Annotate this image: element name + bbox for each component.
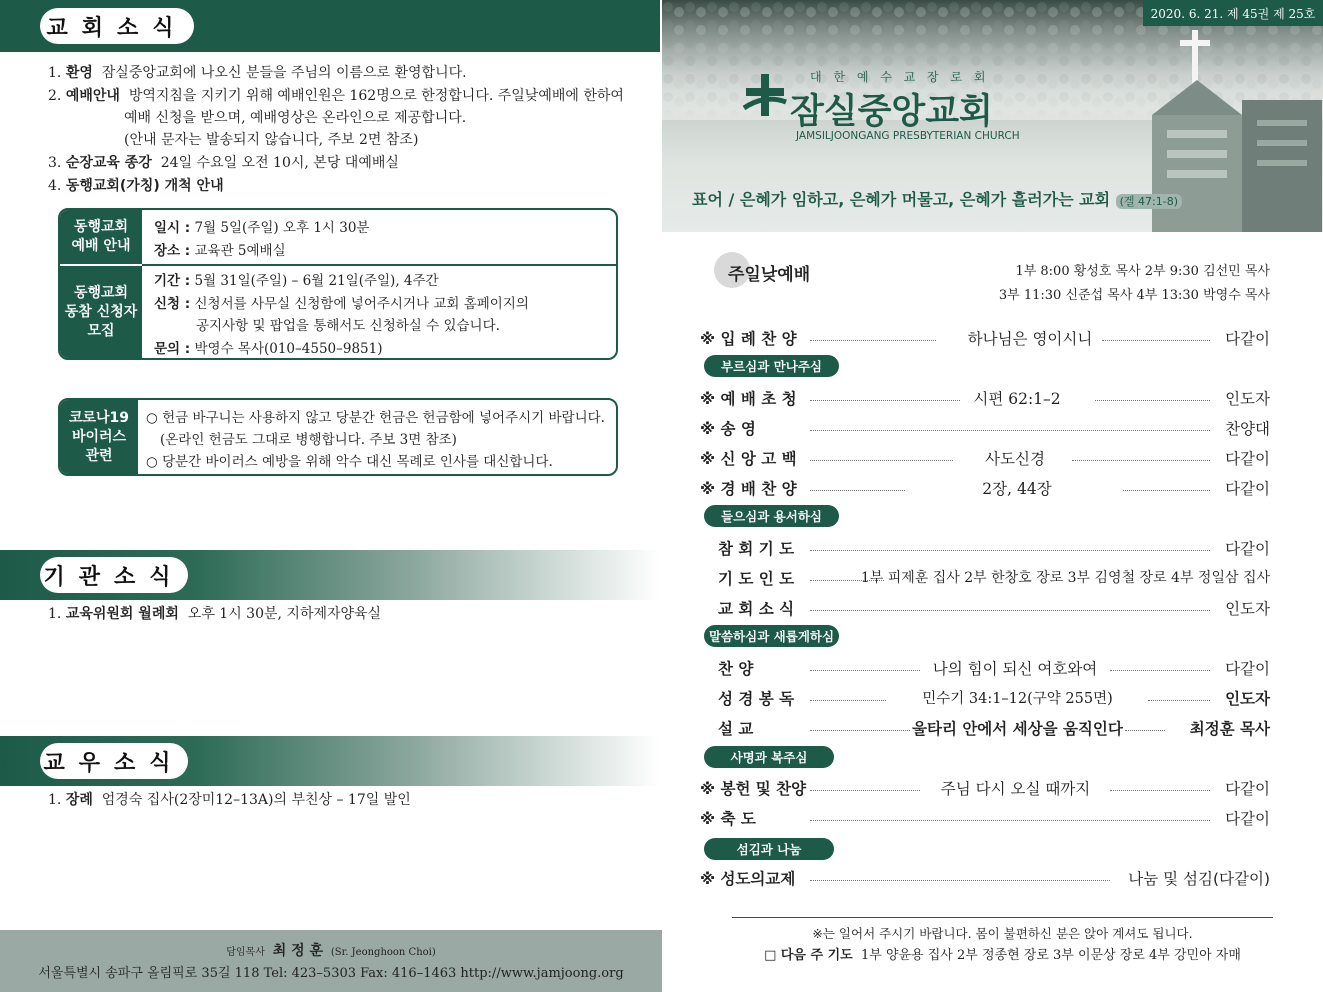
denomination: 대 한 예 수 교 장 로 회 xyxy=(810,70,990,84)
notice-4: 4. 동행교회(가칭) 개척 안내 xyxy=(48,178,224,194)
box-divider xyxy=(142,264,618,266)
place-line: 장소 : 교육관 5예배실 xyxy=(154,243,286,259)
church-news-title: 교회소식 xyxy=(40,8,194,44)
notice-2-cont2: (안내 문자는 발송되지 않습니다, 주보 2면 참조) xyxy=(124,132,419,148)
standing-note: ※는 일어서 주시기 바랍니다. 몸이 불편하신 분은 앉아 계셔도 됩니다. xyxy=(812,926,1193,941)
date-line: 일시 : 7월 5일(주일) 오후 1시 30분 xyxy=(154,220,370,236)
dongheng-church-box xyxy=(58,208,618,360)
org-news-title: 기관소식 xyxy=(40,557,188,593)
section-tag-2: 들으심과 용서하심 xyxy=(704,505,839,527)
section-tag-4: 사명과 복주심 xyxy=(704,746,834,768)
order-row-call: ※ 예 배 초 청 시편 62:1–2 인도자 xyxy=(700,390,1270,408)
order-row-doxology: ※ 송 영 찬양대 xyxy=(700,420,1270,438)
notice-3: 3. 순장교육 종강 24일 수요일 오전 10시, 본당 대예배실 xyxy=(48,155,399,171)
issue-tag: 2020. 6. 21. 제 45권 제 25호 xyxy=(1143,0,1323,26)
notes-divider xyxy=(732,917,1273,918)
section-tag-5: 섬김과 나눔 xyxy=(704,838,834,860)
church-name: 잠실중앙교회 xyxy=(790,92,993,132)
notice-1: 1. 환영 잠실중앙교회에 나오신 분들을 주님의 이름으로 환영합니다. xyxy=(48,65,467,81)
corona-box xyxy=(58,398,618,476)
pastor-line: 담임목사 최 정 훈 (Sr. Jeonghoon Choi) xyxy=(226,943,436,959)
corona-line-1: ○ 헌금 바구니는 사용하지 않고 당분간 헌금은 헌금함에 넣어주시기 바랍니다. xyxy=(146,410,605,426)
church-logo-icon xyxy=(742,72,788,118)
header-hero xyxy=(662,0,1323,232)
corona-line-3: ○ 당분간 바이러스 예방을 위해 악수 대신 목례로 인사를 대신합니다. xyxy=(146,454,553,470)
order-row-creed: ※ 신 앙 고 백 사도신경 다같이 xyxy=(700,450,1270,468)
org-notice-1: 1. 교육위원회 월례회 오후 1시 30분, 지하제자양육실 xyxy=(48,606,382,622)
order-row-sermon: 설 교 울타리 안에서 세상을 움직인다 최정훈 목사 xyxy=(718,720,1270,738)
apply-line-2: 공지사항 및 팝업을 통해서도 신청하실 수 있습니다. xyxy=(196,318,500,334)
order-row-reading: 성 경 봉 독 민수기 34:1–12(구약 255면) 인도자 xyxy=(718,690,1270,708)
order-row-news: 교 회 소 식 인도자 xyxy=(718,600,1270,618)
notice-2: 2. 예배안내 방역지침을 지키기 위해 예배인원은 162명으로 한정합니다. 주일낮예배에 한하여 xyxy=(48,88,624,104)
apply-info-label: 동행교회 동참 신청자 모집 xyxy=(60,266,142,358)
worship-info-label: 동행교회 예배 안내 xyxy=(60,210,142,264)
motto: 표어 / 은혜가 임하고, 은혜가 머물고, 은혜가 흘러가는 교회 (겔 47:1-8) xyxy=(692,187,1182,210)
contact-line: 문의 : 박영수 목사(010–4550–9851) xyxy=(154,341,383,357)
footer xyxy=(0,930,662,992)
order-row-benediction: ※ 축 도 다같이 xyxy=(700,810,1270,828)
order-row-prayer: 기 도 인 도 1부 피제훈 집사 2부 한창호 장로 3부 김영철 장로 4부 정일삼 집사 xyxy=(718,570,1270,588)
corona-line-2: (온라인 헌금도 그대로 병행합니다. 주보 3면 참조) xyxy=(160,432,457,448)
order-row-offering: ※ 봉헌 및 찬양 주님 다시 오실 때까지 다같이 xyxy=(700,780,1270,798)
next-week-prayer: □ 다음 주 기도 1부 양윤용 집사 2부 정종현 장로 3부 이문상 장로 4부 강민아 자매 xyxy=(764,948,1241,963)
notice-2-cont1: 예배 신청을 받으며, 예배영상은 온라인으로 제공합니다. xyxy=(124,110,467,126)
member-notice-1: 1. 장례 엄경숙 집사(2장미12–13A)의 부친상 – 17일 발인 xyxy=(48,792,411,808)
address-line: 서울특별시 송파구 올림픽로 35길 118 Tel: 423–5303 Fax: 416–1463 http://www.jamjoong.org xyxy=(38,966,624,981)
apply-line: 신청 : 신청서를 사무실 신청함에 넣어주시거나 교회 홈페이지의 xyxy=(154,296,529,312)
order-row-hymn: 찬 양 나의 힘이 되신 여호와여 다같이 xyxy=(718,660,1270,678)
service-times-1: 1부 8:00 황성호 목사 2부 9:30 김선민 목사 xyxy=(1015,264,1270,279)
order-row-fellowship: ※ 성도의교제 나눔 및 섬김(다같이) xyxy=(700,870,1270,888)
order-row-confession: 참 회 기 도 다같이 xyxy=(718,540,1270,558)
section-tag-1: 부르심과 만나주심 xyxy=(704,355,839,377)
member-news-title: 교우소식 xyxy=(40,743,188,779)
corona-label: 코로나19 바이러스 관련 xyxy=(60,400,138,474)
church-name-en: JAMSILJOONGANG PRESBYTERIAN CHURCH xyxy=(796,130,1020,142)
section-tag-3: 말씀하심과 새롭게하심 xyxy=(704,625,839,647)
service-times-2: 3부 11:30 신준섭 목사 4부 13:30 박영수 목사 xyxy=(998,288,1270,303)
service-title: 주일낮예배 xyxy=(728,265,811,285)
period-line: 기간 : 5월 31일(주일) – 6월 21일(주일), 4주간 xyxy=(154,273,439,289)
order-row-praise: ※ 경 배 찬 양 2장, 44장 다같이 xyxy=(700,480,1270,498)
order-row-entrance: ※ 입 례 찬 양 하나님은 영이시니 다같이 xyxy=(700,330,1270,348)
